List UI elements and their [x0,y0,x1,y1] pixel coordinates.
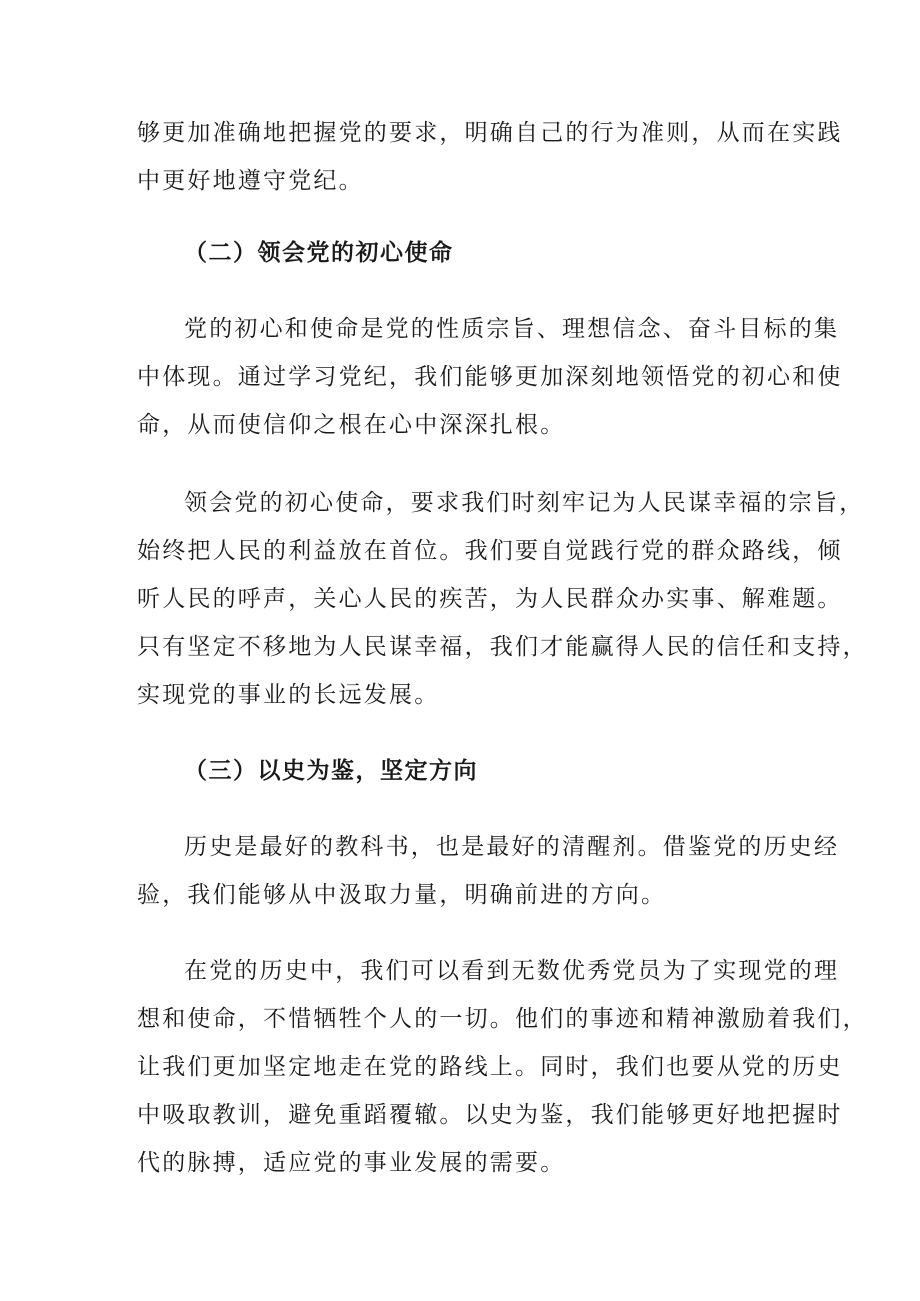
paragraph-line: 中更好地遵守党纪。 [137,168,364,194]
paragraph-line: 让我们更加坚定地走在党的路线上。同时，我们也要从党的历史 [137,1054,843,1080]
paragraph-line: 想和使命，不惜牺牲个人的一切。他们的事迹和精神激励着我们， [137,1006,868,1032]
paragraph-line: 听人民的呼声，关心人民的疾苦，为人民群众办实事、解难题。 [137,586,843,612]
paragraph-line: 中吸取教训，避免重蹈覆辙。以史为鉴，我们能够更好地把握时 [137,1102,843,1128]
section-heading: （二）领会党的初心使命 [184,239,454,266]
paragraph-line: 实现党的事业的长远发展。 [137,682,440,708]
paragraph-line: 代的脉搏，适应党的事业发展的需要。 [137,1150,566,1176]
paragraph-line: 始终把人民的利益放在首位。我们要自觉践行党的群众路线，倾 [137,538,843,564]
paragraph-line: 够更加准确地把握党的要求，明确自己的行为准则，从而在实践 [137,120,843,146]
paragraph-line: 历史是最好的教科书，也是最好的清醒剂。借鉴党的历史经 [184,834,840,860]
paragraph-line: 中体现。通过学习党纪，我们能够更加深刻地领悟党的初心和使 [137,364,843,390]
paragraph-line: 命，从而使信仰之根在心中深深扎根。 [137,412,566,438]
paragraph-line: 领会党的初心使命，要求我们时刻牢记为人民谋幸福的宗旨， [184,490,865,516]
paragraph-line: 党的初心和使命是党的性质宗旨、理想信念、奋斗目标的集 [184,316,840,342]
paragraph-line: 在党的历史中，我们可以看到无数优秀党员为了实现党的理 [184,958,840,984]
paragraph-line: 验，我们能够从中汲取力量，明确前进的方向。 [137,882,667,908]
paragraph-line: 只有坚定不移地为人民谋幸福，我们才能赢得人民的信任和支持， [137,634,868,660]
section-heading: （三）以史为鉴，坚定方向 [184,757,478,784]
